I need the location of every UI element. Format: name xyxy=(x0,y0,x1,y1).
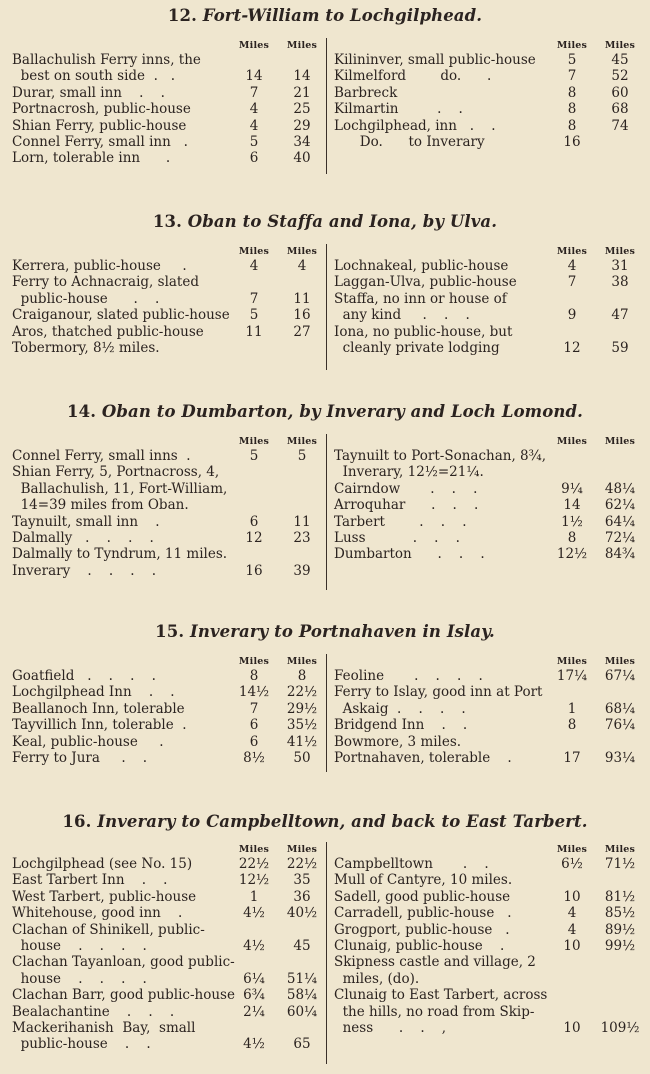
stage-row xyxy=(12,258,322,274)
miles-header: Miles xyxy=(556,844,588,855)
stage-miles: 7 xyxy=(249,290,259,307)
place-name: Carradell, public-house . xyxy=(334,905,512,922)
place-name: Cairndow . . . xyxy=(334,480,478,497)
route-section xyxy=(0,6,650,167)
cumulative-miles: 29½ xyxy=(286,700,318,717)
total-miles-header: Miles xyxy=(604,246,636,257)
place-name: Taynuilt, small inn . xyxy=(12,513,160,530)
place-name: Taynuilt to Port-Sonachan, 8¾, Inverary, 12½=21¼. xyxy=(334,448,546,481)
place-name: Ferry to Islay, good inn at Port Askaig . . . . xyxy=(334,684,543,717)
left-column xyxy=(12,244,322,356)
route-title xyxy=(0,6,650,26)
cumulative-miles: 60 xyxy=(611,84,629,101)
place-name: Durar, small inn . . xyxy=(12,84,165,101)
column-header-row xyxy=(334,244,640,258)
place-name: Laggan-Ulva, public-house xyxy=(334,274,517,291)
stage-miles: 10 xyxy=(563,888,581,905)
total-miles-header: Miles xyxy=(286,656,318,667)
stage-row xyxy=(334,258,640,274)
route-title xyxy=(0,622,650,642)
route-section xyxy=(0,622,650,767)
miles-header: Miles xyxy=(238,656,270,667)
stage-miles: 4 xyxy=(567,921,577,938)
stage-miles: 7 xyxy=(567,68,577,85)
stage-row xyxy=(12,464,322,513)
stage-row xyxy=(334,118,640,134)
miles-header: Miles xyxy=(238,40,270,51)
place-name: Sadell, good public-house xyxy=(334,888,511,905)
stage-miles: 1 xyxy=(567,700,577,717)
place-name: Dumbarton . . . xyxy=(334,546,485,563)
stage-miles: 12½ xyxy=(238,872,270,889)
miles-header: Miles xyxy=(556,656,588,667)
place-name: Clachan Barr, good public-house xyxy=(12,987,235,1004)
miles-header: Miles xyxy=(238,436,270,447)
cumulative-miles: 40 xyxy=(293,150,311,167)
total-miles-header: Miles xyxy=(604,656,636,667)
miles-header: Miles xyxy=(556,246,588,257)
stage-row xyxy=(334,85,640,101)
place-name: Do. to Inverary xyxy=(334,134,485,151)
place-name: Portnahaven, tolerable . xyxy=(334,750,512,767)
place-name: Lorn, tolerable inn . xyxy=(12,150,171,167)
place-name: Tobermory, 8½ miles. xyxy=(12,340,160,357)
place-name: Tayvillich Inn, tolerable . xyxy=(12,717,187,734)
cumulative-miles: 68¼ xyxy=(604,700,636,717)
left-column xyxy=(12,434,322,579)
stage-miles: 8 xyxy=(567,117,577,134)
route-title xyxy=(0,402,650,422)
stage-row xyxy=(334,68,640,84)
cumulative-miles: 8 xyxy=(297,668,307,684)
place-name: Shian Ferry, public-house xyxy=(12,117,187,134)
cumulative-miles: 22½ xyxy=(286,684,318,701)
stage-miles: 12½ xyxy=(556,546,588,563)
place-name: Connel Ferry, small inn . xyxy=(12,134,188,151)
total-miles-header: Miles xyxy=(604,844,636,855)
miles-header: Miles xyxy=(238,246,270,257)
cumulative-miles: 45 xyxy=(611,52,629,68)
cumulative-miles: 58¼ xyxy=(286,987,318,1004)
cumulative-miles: 64¼ xyxy=(604,513,636,530)
stage-miles: 11 xyxy=(245,323,263,340)
column-header-row xyxy=(12,842,322,856)
place-name: Connel Ferry, small inns . xyxy=(12,448,191,464)
total-miles-header: Miles xyxy=(604,40,636,51)
stage-miles: 6¼ xyxy=(243,970,265,987)
stage-miles: 6 xyxy=(249,150,259,167)
cumulative-miles: 36 xyxy=(293,888,311,905)
right-column xyxy=(334,434,640,563)
stage-row xyxy=(334,905,640,921)
cumulative-miles: 74 xyxy=(611,117,629,134)
column-header-row xyxy=(12,654,322,668)
stage-row xyxy=(334,530,640,546)
stage-row xyxy=(12,1020,322,1053)
place-name: Clachan Tayanloan, good public- house . . . . xyxy=(12,954,235,987)
stage-row xyxy=(12,954,322,987)
stage-miles: 17 xyxy=(563,750,581,767)
cumulative-miles: 89½ xyxy=(604,921,636,938)
total-miles-header: Miles xyxy=(286,436,318,447)
route-title xyxy=(0,812,650,832)
place-name: Mackerihanish Bay, small public-house . . xyxy=(12,1020,196,1053)
column-header-row xyxy=(334,842,640,856)
stage-miles: 14 xyxy=(563,497,581,514)
right-column xyxy=(334,38,640,150)
cumulative-miles: 34 xyxy=(293,134,311,151)
place-name: West Tarbert, public-house xyxy=(12,888,197,905)
stage-row xyxy=(334,291,640,324)
cumulative-miles: 27 xyxy=(293,323,311,340)
cumulative-miles: 14 xyxy=(293,68,311,85)
cumulative-miles: 45 xyxy=(293,938,311,955)
stage-row xyxy=(12,684,322,700)
stage-row xyxy=(12,150,322,166)
cumulative-miles: 41½ xyxy=(286,733,318,750)
stage-miles: 4½ xyxy=(243,1036,265,1053)
place-name: Bealachantine . . . xyxy=(12,1003,175,1020)
place-name: Campbelltown . . xyxy=(334,856,489,872)
stage-miles: 5 xyxy=(249,134,259,151)
place-name: Beallanoch Inn, tolerable xyxy=(12,700,185,717)
total-miles-header: Miles xyxy=(286,246,318,257)
stage-row xyxy=(334,938,640,954)
place-name: Lochgilphead (see No. 15) xyxy=(12,856,193,872)
stage-row xyxy=(12,307,322,323)
place-name: Lochnakeal, public-house xyxy=(334,258,509,274)
place-name: Ferry to Achnacraig, slated public-house . . xyxy=(12,274,199,307)
cumulative-miles: 76¼ xyxy=(604,717,636,734)
cumulative-miles: 40½ xyxy=(286,905,318,922)
route-section xyxy=(0,402,650,579)
stage-row xyxy=(334,52,640,68)
stage-row xyxy=(12,274,322,307)
place-name: Feoline . . . . xyxy=(334,668,483,684)
cumulative-miles: 11 xyxy=(293,513,311,530)
place-name: Arroquhar . . . xyxy=(334,497,479,514)
route-title xyxy=(0,212,650,232)
right-column xyxy=(334,244,640,356)
stage-miles: 8 xyxy=(567,84,577,101)
stage-miles: 4½ xyxy=(243,905,265,922)
stage-miles: 10 xyxy=(563,938,581,955)
right-column xyxy=(334,842,640,1036)
stage-row xyxy=(12,905,322,921)
stage-miles: 6¾ xyxy=(243,987,265,1004)
stage-row xyxy=(12,118,322,134)
route-name: Inverary to Portnahaven in Islay. xyxy=(190,622,495,641)
stage-miles: 22½ xyxy=(238,856,270,872)
stage-row xyxy=(334,324,640,357)
stage-miles: 4½ xyxy=(243,938,265,955)
stage-row xyxy=(12,668,322,684)
place-name: Kerrera, public-house . xyxy=(12,258,187,274)
stage-miles: 9¼ xyxy=(561,480,583,497)
stage-row xyxy=(334,274,640,290)
stage-miles: 16 xyxy=(245,562,263,579)
route-number: 14. xyxy=(67,402,97,421)
stage-miles: 6 xyxy=(249,513,259,530)
column-divider xyxy=(326,654,327,772)
cumulative-miles: 38 xyxy=(611,274,629,291)
place-name: Staffa, no inn or house of any kind . . . xyxy=(334,290,507,324)
left-column xyxy=(12,842,322,1053)
stage-miles: 9 xyxy=(567,307,577,324)
place-name: Craiganour, slated public-house xyxy=(12,307,230,324)
stage-miles: 12 xyxy=(563,340,581,357)
cumulative-miles: 67¼ xyxy=(604,668,636,684)
cumulative-miles: 16 xyxy=(293,307,311,324)
stage-miles: 7 xyxy=(567,274,577,291)
stage-row xyxy=(334,668,640,684)
stage-miles: 8½ xyxy=(243,750,265,767)
miles-header: Miles xyxy=(556,40,588,51)
stage-row xyxy=(12,922,322,955)
stage-row xyxy=(334,954,640,987)
route-name: Oban to Staffa and Iona, by Ulva. xyxy=(187,212,498,231)
stage-row xyxy=(12,856,322,872)
place-name: Aros, thatched public-house xyxy=(12,323,204,340)
stage-row xyxy=(12,734,322,750)
stage-row xyxy=(334,750,640,766)
place-name: Lochgilphead Inn . . xyxy=(12,684,175,701)
stage-row xyxy=(12,563,322,579)
cumulative-miles: 47 xyxy=(611,307,629,324)
place-name: Clunaig to East Tarbert, across the hills, no road from Skip- ness . . , xyxy=(334,987,548,1037)
stage-row xyxy=(12,717,322,733)
stage-row xyxy=(334,717,640,733)
stage-row xyxy=(334,987,640,1036)
stage-miles: 1½ xyxy=(561,513,583,530)
place-name: Kilmartin . . xyxy=(334,101,463,118)
route-section xyxy=(0,812,650,1053)
column-divider xyxy=(326,842,327,1064)
stage-row xyxy=(12,340,322,356)
place-name: Iona, no public-house, but cleanly private lodging xyxy=(334,323,513,357)
stage-miles: 6 xyxy=(249,717,259,734)
cumulative-miles: 23 xyxy=(293,530,311,547)
stage-miles: 10 xyxy=(563,1020,581,1037)
cumulative-miles: 29 xyxy=(293,117,311,134)
stage-row xyxy=(334,889,640,905)
column-header-row xyxy=(12,244,322,258)
route-name: Inverary to Campbelltown, and back to East Tarbert. xyxy=(97,812,588,831)
stage-row xyxy=(12,546,322,562)
place-name: Dalmally to Tyndrum, 11 miles. xyxy=(12,546,228,563)
stage-row xyxy=(12,889,322,905)
stage-miles: 7 xyxy=(249,84,259,101)
route-name: Fort-William to Lochgilphead. xyxy=(202,6,483,25)
cumulative-miles: 109½ xyxy=(600,1020,640,1037)
stage-row xyxy=(12,448,322,464)
stage-miles: 6½ xyxy=(561,856,583,872)
place-name: Kilininver, small public-house xyxy=(334,52,536,68)
stage-miles: 4 xyxy=(249,258,259,274)
left-column xyxy=(12,654,322,766)
place-name: Whitehouse, good inn . xyxy=(12,905,183,922)
stage-row xyxy=(12,101,322,117)
stage-miles: 5 xyxy=(249,307,259,324)
stage-miles: 5 xyxy=(249,448,259,464)
stage-row xyxy=(334,101,640,117)
cumulative-miles: 81½ xyxy=(604,888,636,905)
column-divider xyxy=(326,244,327,370)
stage-row xyxy=(12,514,322,530)
place-name: East Tarbert Inn . . xyxy=(12,872,168,889)
miles-header: Miles xyxy=(238,844,270,855)
place-name: Clunaig, public-house . xyxy=(334,938,505,955)
place-name: Lochgilphead, inn . . xyxy=(334,117,496,134)
place-name: Mull of Cantyre, 10 miles. xyxy=(334,872,513,889)
stage-miles: 5 xyxy=(567,52,577,68)
place-name: Tarbert . . . xyxy=(334,513,467,530)
column-header-row xyxy=(12,38,322,52)
stage-row xyxy=(334,872,640,888)
cumulative-miles: 31 xyxy=(611,258,629,274)
cumulative-miles: 72¼ xyxy=(604,530,636,547)
stage-miles: 4 xyxy=(567,905,577,922)
route-number: 12. xyxy=(167,6,197,25)
cumulative-miles: 11 xyxy=(293,290,311,307)
cumulative-miles: 99½ xyxy=(604,938,636,955)
stage-row xyxy=(12,52,322,85)
stage-row xyxy=(334,481,640,497)
cumulative-miles: 50 xyxy=(293,750,311,767)
cumulative-miles: 35½ xyxy=(286,717,318,734)
cumulative-miles: 5 xyxy=(297,448,307,464)
stage-row xyxy=(334,734,640,750)
stage-row xyxy=(12,701,322,717)
cumulative-miles: 39 xyxy=(293,562,311,579)
place-name: Bowmore, 3 miles. xyxy=(334,733,462,750)
stage-row xyxy=(12,324,322,340)
place-name: Dalmally . . . . xyxy=(12,530,154,547)
stage-miles: 4 xyxy=(249,101,259,118)
column-header-row xyxy=(334,434,640,448)
stage-miles: 4 xyxy=(567,258,577,274)
cumulative-miles: 71½ xyxy=(604,856,636,872)
stage-miles: 8 xyxy=(567,101,577,118)
stage-row xyxy=(12,987,322,1003)
stage-miles: 1 xyxy=(249,888,259,905)
place-name: Inverary . . . . xyxy=(12,562,157,579)
stage-row xyxy=(334,546,640,562)
place-name: Clachan of Shinikell, public- house . . . . xyxy=(12,921,205,955)
right-column xyxy=(334,654,640,766)
left-column xyxy=(12,38,322,167)
stage-row xyxy=(334,684,640,717)
stage-row xyxy=(12,134,322,150)
cumulative-miles: 21 xyxy=(293,84,311,101)
place-name: Barbreck xyxy=(334,84,398,101)
stage-miles: 14 xyxy=(245,68,263,85)
stage-miles: 8 xyxy=(567,530,577,547)
stage-miles: 6 xyxy=(249,733,259,750)
stage-miles: 2¼ xyxy=(243,1003,265,1020)
cumulative-miles: 93¼ xyxy=(604,750,636,767)
stage-row xyxy=(334,497,640,513)
cumulative-miles: 60¼ xyxy=(286,1003,318,1020)
stage-row xyxy=(334,134,640,150)
cumulative-miles: 52 xyxy=(611,68,629,85)
place-name: Portnacrosh, public-house xyxy=(12,101,191,118)
place-name: Bridgend Inn . . xyxy=(334,717,468,734)
stage-row xyxy=(12,85,322,101)
column-divider xyxy=(326,434,327,590)
place-name: Ballachulish Ferry inns, the best on south side . . xyxy=(12,52,201,85)
place-name: Goatfield . . . . xyxy=(12,668,156,684)
stage-row xyxy=(334,922,640,938)
total-miles-header: Miles xyxy=(286,40,318,51)
cumulative-miles: 51¼ xyxy=(286,970,318,987)
stage-miles: 8 xyxy=(567,717,577,734)
cumulative-miles: 48¼ xyxy=(604,480,636,497)
route-number: 15. xyxy=(155,622,185,641)
cumulative-miles: 84¾ xyxy=(604,546,636,563)
stage-miles: 17¼ xyxy=(556,668,588,684)
cumulative-miles: 68 xyxy=(611,101,629,118)
stage-row xyxy=(12,872,322,888)
cumulative-miles: 59 xyxy=(611,340,629,357)
place-name: Ferry to Jura . . xyxy=(12,750,148,767)
stage-row xyxy=(334,856,640,872)
cumulative-miles: 85½ xyxy=(604,905,636,922)
route-number: 13. xyxy=(152,212,182,231)
route-number: 16. xyxy=(62,812,92,831)
place-name: Kilmelford do. . xyxy=(334,68,492,85)
stage-miles: 8 xyxy=(249,668,259,684)
stage-miles: 7 xyxy=(249,700,259,717)
stage-row xyxy=(334,448,640,481)
column-divider xyxy=(326,38,327,174)
cumulative-miles: 25 xyxy=(293,101,311,118)
total-miles-header: Miles xyxy=(604,436,636,447)
cumulative-miles: 35 xyxy=(293,872,311,889)
stage-miles: 4 xyxy=(249,117,259,134)
stage-miles: 12 xyxy=(245,530,263,547)
miles-header: Miles xyxy=(556,436,588,447)
stage-row xyxy=(12,1004,322,1020)
cumulative-miles: 4 xyxy=(297,258,307,274)
cumulative-miles: 22½ xyxy=(286,856,318,872)
stage-row xyxy=(12,530,322,546)
stage-miles: 16 xyxy=(563,134,581,151)
place-name: Skipness castle and village, 2 miles, (do). xyxy=(334,954,536,987)
column-header-row xyxy=(12,434,322,448)
stage-row xyxy=(12,750,322,766)
route-section xyxy=(0,212,650,357)
column-header-row xyxy=(334,654,640,668)
cumulative-miles: 62¼ xyxy=(604,497,636,514)
column-header-row xyxy=(334,38,640,52)
place-name: Shian Ferry, 5, Portnacross, 4, Ballachulish, 11, Fort-William, 14=39 miles from Oban. xyxy=(12,464,228,514)
place-name: Grogport, public-house . xyxy=(334,921,510,938)
place-name: Keal, public-house . xyxy=(12,733,164,750)
route-name: Oban to Dumbarton, by Inverary and Loch Lomond. xyxy=(101,402,583,421)
place-name: Luss . . . xyxy=(334,530,460,547)
total-miles-header: Miles xyxy=(286,844,318,855)
cumulative-miles: 65 xyxy=(293,1036,311,1053)
stage-miles: 14½ xyxy=(238,684,270,701)
stage-row xyxy=(334,514,640,530)
